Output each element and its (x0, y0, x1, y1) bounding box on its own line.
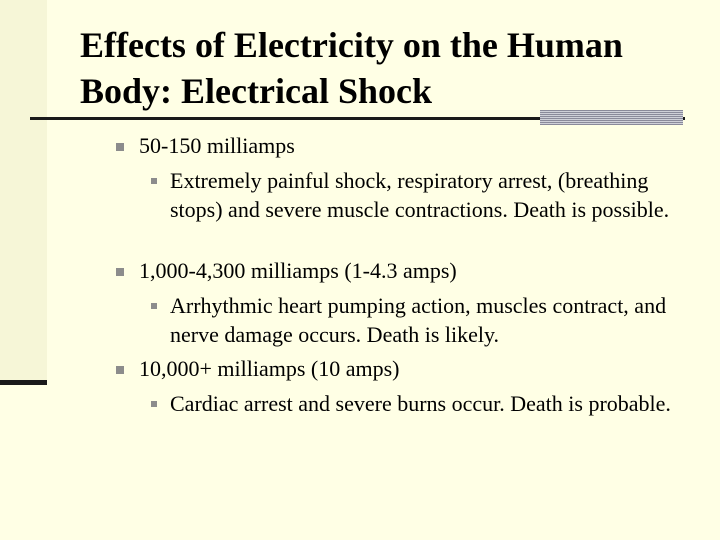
square-bullet-icon (151, 303, 157, 309)
slide-title-line-1: Effects of Electricity on the Human (80, 25, 623, 65)
slide-title-line-2: Body: Electrical Shock (80, 71, 432, 111)
bullet-text-1: 50-150 milliamps (139, 133, 295, 158)
sub-bullet-text-1: Extremely painful shock, respiratory arrest, (breathing stops) and severe muscle contractions. Death is possible. (170, 168, 670, 222)
bullet-text-3: 10,000+ milliamps (10 amps) (139, 356, 400, 381)
square-bullet-icon (116, 366, 124, 374)
sub-bullet-text-2: Arrhythmic heart pumping action, muscles contract, and nerve damage occurs. Death is likely. (170, 293, 667, 347)
square-bullet-icon (151, 178, 157, 184)
bullet-text-2: 1,000-4,300 milliamps (1-4.3 amps) (139, 258, 457, 283)
square-bullet-icon (151, 401, 157, 407)
sub-bullet-text-3: Cardiac arrest and severe burns occur. Death is probable. (170, 391, 671, 416)
square-bullet-icon (116, 143, 124, 151)
square-bullet-icon (116, 268, 124, 276)
